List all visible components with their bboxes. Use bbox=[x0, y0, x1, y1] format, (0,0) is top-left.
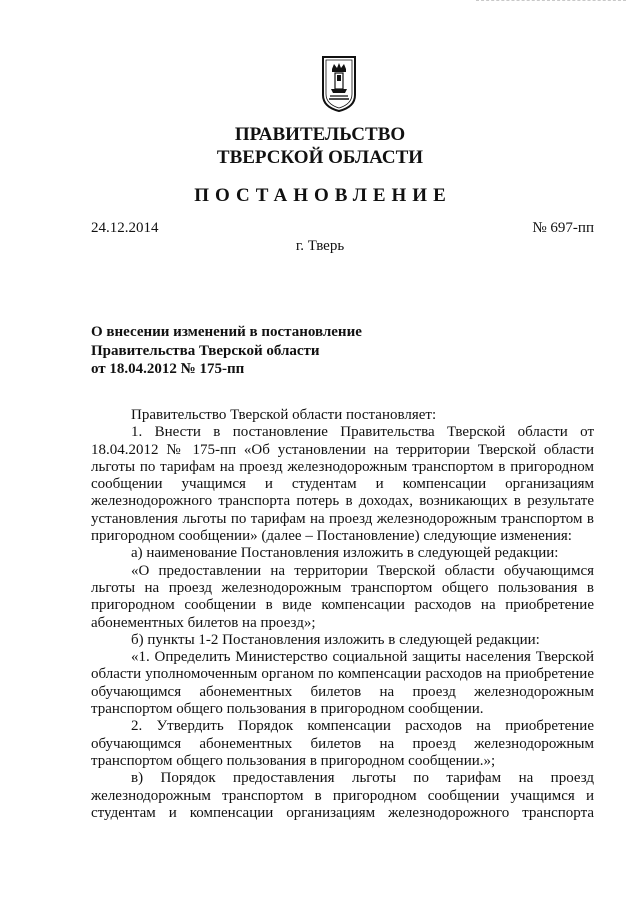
body-item-1: 1. Внести в постановление Правительства Тверской области от 18.04.2012 № 175-пп «Об установлении на территории Тверской области льготы по тарифам на проезд железнодорожным транспортом в пригородном сообщении учащимся и студентам и компенсации организациям железнодорожного транспорта потерь в доходах, возникающих в результате установления льготы по тарифам на проезд железнодорожным транспортом в пригородном сообщении» (далее – Постановление) следующие изменения: bbox=[91, 424, 594, 545]
org-name-line2: ТВЕРСКОЙ ОБЛАСТИ bbox=[216, 147, 424, 168]
tver-coat-of-arms-icon bbox=[320, 55, 358, 113]
scan-corner-marks bbox=[476, 0, 626, 4]
body-subitem-a-text: «О предоставлении на территории Тверской области обучающимся льготы на проезд железнодорожным транспортом общего пользования в пригородном сообщении в виде компенсации расходов на приобретение абонементных билетов на проезд»; bbox=[91, 562, 594, 631]
body-subitem-v: в) Порядок предоставления льготы по тарифам на проезд железнодорожным транспортом в пригородном сообщении учащимся и студентам и компенсации организациям железнодорожного транспорта bbox=[91, 770, 594, 821]
subject-line: Правительства Тверской области bbox=[91, 342, 320, 359]
document-type: ПОСТАНОВЛЕНИЕ bbox=[194, 185, 452, 206]
document-number: № 697-пп bbox=[532, 220, 594, 236]
subject-line: О внесении изменений в постановление bbox=[91, 324, 362, 340]
body-subitem-b-point-2: 2. Утвердить Порядок компенсации расходов на приобретение обучающимся абонементных билетов на проезд железнодорожным транспортом общего пользования в пригородном сообщении.»; bbox=[91, 718, 594, 769]
document-city: г. Тверь bbox=[295, 238, 345, 254]
body-subitem-b-point-1: «1. Определить Министерство социальной защиты населения Тверской области уполномоченным органом по компенсации расходов на приобретение обучающимся абонементных билетов на проезд железнодорожным транспортом общего пользования в пригородном сообщении. bbox=[91, 649, 594, 718]
document-body bbox=[91, 407, 594, 822]
subject-line: от 18.04.2012 № 175-пп bbox=[91, 361, 245, 377]
document-subject bbox=[91, 323, 362, 379]
document-date: 24.12.2014 bbox=[91, 220, 159, 236]
body-subitem-a: а) наименование Постановления изложить в следующей редакции: bbox=[131, 545, 559, 562]
body-subitem-b: б) пункты 1-2 Постановления изложить в следующей редакции: bbox=[131, 631, 540, 648]
org-name-line1: ПРАВИТЕЛЬСТВО bbox=[234, 124, 406, 145]
body-intro: Правительство Тверской области постановляет: bbox=[131, 407, 437, 423]
